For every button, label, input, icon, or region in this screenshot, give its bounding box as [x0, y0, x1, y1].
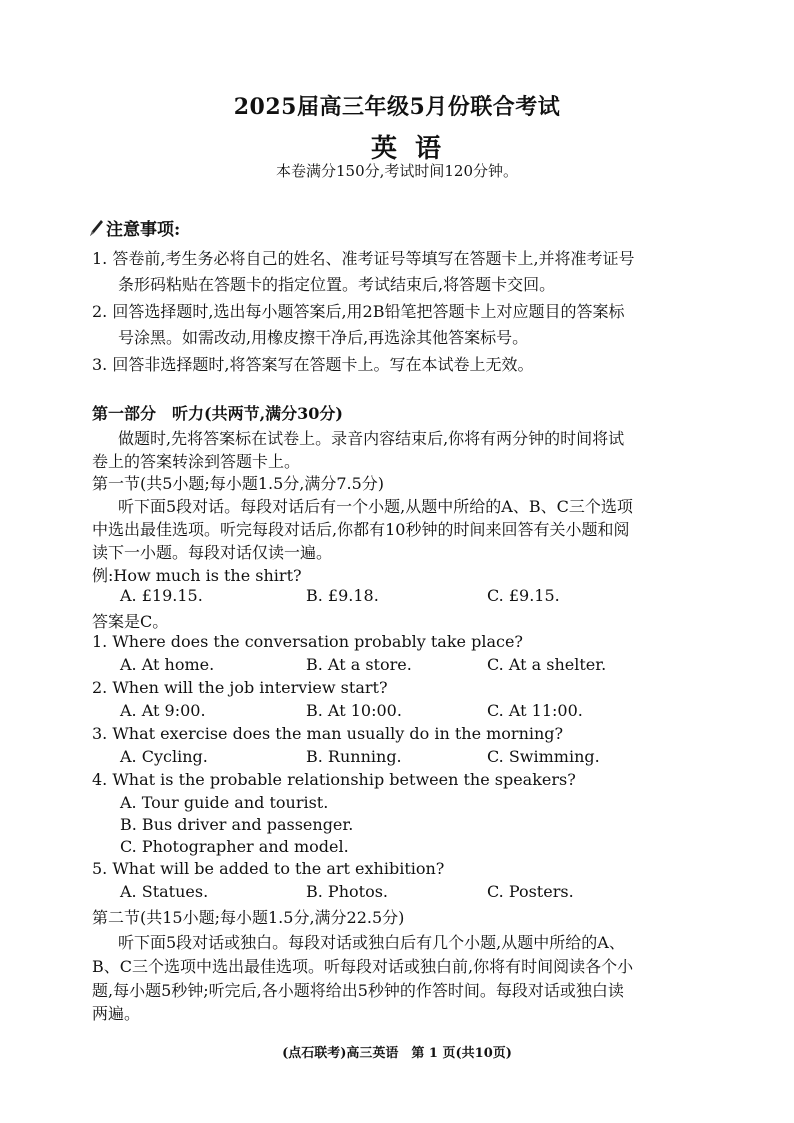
q4-option-a: A. Tour guide and tourist. [120, 793, 329, 812]
q3-option-a: A. Cycling. [120, 747, 208, 766]
q3-option-b: B. Running. [306, 747, 402, 766]
q2-option-a: A. At 9:00. [120, 701, 206, 720]
question-1: 1. Where does the conversation probably take place? [92, 632, 523, 651]
section1-heading: 第一节(共5小题;每小题1.5分,满分7.5分) [92, 474, 385, 493]
example-question: 例:How much is the shirt? [92, 566, 302, 585]
q1-option-b: B. At a store. [306, 655, 412, 674]
part1-heading: 第一部分 听力(共两节,满分30分) [92, 404, 343, 423]
section2-intro-2: B、C三个选项中选出最佳选项。听每段对话或独白前,你将有时间阅读各个小 [92, 957, 634, 976]
section2-heading: 第二节(共15小题;每小题1.5分,满分22.5分) [92, 908, 405, 927]
section1-intro-2: 中选出最佳选项。听完每段对话后,你都有10秒钟的时间来回答有关小题和阅 [92, 520, 630, 539]
notice-heading-text: 注意事项: [106, 220, 181, 240]
example-answer: 答案是C。 [92, 612, 169, 631]
q1-option-c: C. At a shelter. [487, 655, 607, 674]
section2-intro-1: 听下面5段对话或独白。每段对话或独白后有几个小题,从题中所给的A、 [118, 933, 625, 952]
example-option-b: B. £9.18. [306, 586, 379, 605]
section2-intro-4: 两遍。 [92, 1004, 141, 1023]
q4-option-b: B. Bus driver and passenger. [120, 815, 354, 834]
subject-title: 英语 [370, 134, 459, 164]
question-3: 3. What exercise does the man usually do in the morning? [92, 724, 564, 743]
section2-intro-3: 题,每小题5秒钟;听完后,各小题将给出5秒钟的作答时间。每段对话或独白读 [92, 981, 624, 1000]
q5-option-a: A. Statues. [120, 882, 209, 901]
notice-item-2-cont: 号涂黑。如需改动,用橡皮擦干净后,再选涂其他答案标号。 [118, 328, 529, 347]
section1-intro-1: 听下面5段对话。每段对话后有一个小题,从题中所给的A、B、C三个选项 [118, 497, 633, 516]
notice-item-3: 3. 回答非选择题时,将答案写在答题卡上。写在本试卷上无效。 [92, 355, 534, 374]
example-option-a: A. £19.15. [120, 586, 203, 605]
page-footer: (点石联考)高三英语 第 1 页(共10页) [282, 1046, 512, 1061]
q4-option-c: C. Photographer and model. [120, 837, 349, 856]
q5-option-b: B. Photos. [306, 882, 388, 901]
question-5: 5. What will be added to the art exhibition? [92, 859, 445, 878]
notice-item-1-cont: 条形码粘贴在答题卡的指定位置。考试结束后,将答题卡交回。 [118, 275, 556, 294]
notice-heading [88, 215, 180, 240]
pen-icon [88, 218, 104, 238]
part1-intro-1: 做题时,先将答案标在试卷上。录音内容结束后,你将有两分钟的时间将试 [118, 429, 625, 448]
q2-option-c: C. At 11:00. [487, 701, 583, 720]
exam-title: 2025届高三年级5月份联合考试 [233, 94, 561, 120]
notice-item-2: 2. 回答选择题时,选出每小题答案后,用2B铅笔把答题卡上对应题目的答案标 [92, 302, 625, 321]
example-option-c: C. £9.15. [487, 586, 560, 605]
question-4: 4. What is the probable relationship between the speakers? [92, 770, 576, 789]
q1-option-a: A. At home. [120, 655, 215, 674]
part1-intro-2: 卷上的答案转涂到答题卡上。 [92, 452, 301, 471]
question-2: 2. When will the job interview start? [92, 678, 388, 697]
q5-option-c: C. Posters. [487, 882, 574, 901]
q2-option-b: B. At 10:00. [306, 701, 402, 720]
q3-option-c: C. Swimming. [487, 747, 600, 766]
notice-item-1: 1. 答卷前,考生务必将自己的姓名、准考证号等填写在答题卡上,并将准考证号 [92, 249, 635, 268]
exam-subtitle: 本卷满分150分,考试时间120分钟。 [275, 162, 519, 180]
section1-intro-3: 读下一小题。每段对话仅读一遍。 [92, 543, 333, 562]
